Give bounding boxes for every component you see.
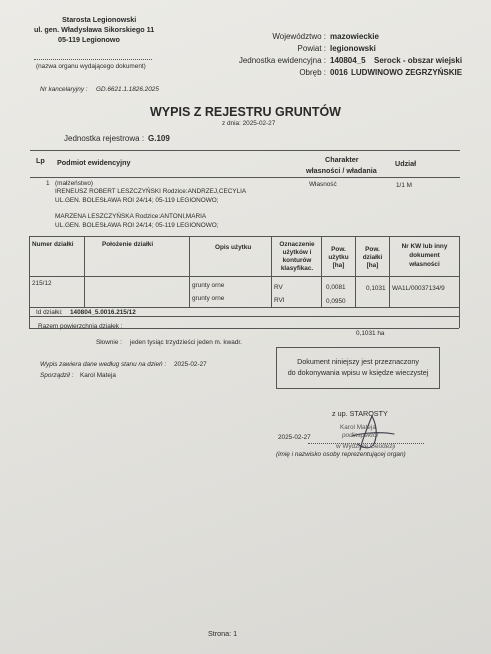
sporzadzil-label: Sporządził : — [40, 372, 74, 379]
col-rule-2 — [189, 236, 190, 307]
owner-note: (małżeństwo) — [55, 180, 93, 187]
parcel-header-pow-dzialki-3: [ha] — [366, 262, 379, 269]
jednostka-rejestrowa-label: Jednostka rejestrowa : — [64, 134, 145, 143]
kancelaryjny-label: Nr kancelaryjny : — [40, 86, 88, 93]
parcel-numer: 215/12 — [32, 280, 52, 287]
notice-box — [276, 347, 440, 389]
parcel-header-pow-dzialki-1: Pow. — [365, 246, 380, 253]
powiat-value: legionowski — [330, 44, 376, 53]
kancelaryjny-value: GD.6621.1.1826.2025 — [96, 86, 159, 93]
slownie-value: jeden tysiąc trzydzieści jeden m. kwadr. — [130, 339, 242, 346]
owner-udzial: 1/1 M — [396, 182, 412, 189]
owners-header-charakter-2: własności / władania — [306, 166, 377, 175]
page-number: Strona: 1 — [208, 629, 238, 638]
owners-header-rule — [30, 177, 460, 178]
issuer-line-1: Starosta Legionowski — [62, 15, 137, 24]
use-1-opis: grunty orne — [192, 282, 225, 289]
obreb-name: LUDWINOWO ZEGRZYŃSKIE — [351, 68, 463, 77]
issuer-line-3: 05-119 Legionowo — [58, 35, 120, 44]
parcel-header-opis: Opis użytku — [215, 244, 252, 251]
parcel-header-ozn-4: klasyfikac. — [280, 265, 314, 272]
parcel-pow-dzialki: 0,1031 — [366, 285, 386, 292]
signatory-title: podinspektor — [342, 432, 379, 439]
parcel-id-label: Id działki: — [36, 309, 63, 316]
parcel-header-pow-uzytku-2: użytku — [328, 254, 349, 261]
parcel-header-numer: Numer działki — [32, 241, 74, 248]
wojewodztwo-label: Województwo : — [272, 32, 326, 41]
owner-1-name: IRENEUSZ ROBERT LESZCZYŃSKI Rodzice:ANDRZEJ,CECYLIA — [55, 188, 247, 195]
owners-header-udzial: Udział — [395, 159, 417, 168]
parcel-header-ozn-3: konturów — [282, 257, 312, 264]
wojewodztwo-value: mazowieckie — [330, 32, 379, 41]
parcel-header-pow-uzytku-1: Pow. — [331, 246, 346, 253]
use-2-klasa: RVI — [274, 297, 285, 304]
signature-date: 2025-02-27 — [278, 434, 311, 441]
parcel-header-kw-3: własności — [409, 261, 440, 268]
jednostka-name: Serock - obszar wiejski — [374, 56, 463, 65]
parcel-header-pow-uzytku-3: [ha] — [332, 262, 345, 269]
signatory-department: w Wydziale Geodezji — [336, 443, 396, 450]
col-rule-0 — [29, 236, 30, 328]
stan-na-dzien-label: Wypis zawiera dane według stanu na dzień : — [40, 361, 167, 368]
jednostka-value: 140804_5 — [330, 56, 366, 65]
issuer-caption: (nazwa organu wydającego dokument) — [36, 63, 146, 70]
owners-header-lp: Lp — [36, 156, 45, 165]
issuer-underline — [34, 59, 152, 60]
parcel-kw: WA1L/00037134/9 — [392, 285, 445, 292]
parcel-header-pow-dzialki-2: działki — [362, 254, 383, 261]
owner-2-name: MARZENA LESZCZYŃSKA Rodzice:ANTONI,MARIA — [55, 213, 207, 220]
document-title: WYPIS Z REJESTRU GRUNTÓW — [150, 105, 341, 119]
stan-na-dzien-value: 2025-02-27 — [174, 361, 207, 368]
use-1-pow: 0,0081 — [326, 284, 346, 291]
parcel-header-kw-1: Nr KW lub inny — [401, 243, 448, 250]
owners-header-podmiot: Podmiot ewidencyjny — [57, 158, 131, 167]
owners-header-charakter-1: Charakter — [325, 155, 359, 164]
parcel-header-ozn-1: Oznaczenie — [279, 241, 315, 248]
issuer-line-2: ul. gen. Władysława Sikorskiego 11 — [34, 25, 155, 34]
signature-caption: (imię i nazwisko osoby reprezentującej organ) — [276, 451, 406, 458]
parcel-table-top — [29, 236, 459, 237]
notice-line-1: Dokument niniejszy jest przeznaczony — [297, 357, 419, 366]
owner-2-address: UL.GEN. BOLESŁAWA ROI 24/14; 05-119 LEGIONOWO; — [55, 222, 219, 229]
z-up-starosty: z up. STAROSTY — [332, 409, 388, 418]
document-date: z dnia: 2025-02-27 — [222, 120, 276, 127]
parcel-id-value: 140804_5.0016.215/12 — [70, 309, 136, 316]
jednostka-rejestrowa-value: G.109 — [148, 134, 170, 143]
col-rule-7 — [459, 236, 460, 328]
parcel-header-kw-2: dokument — [409, 252, 440, 259]
use-2-opis: grunty orne — [192, 295, 225, 302]
obreb-value: 0016 — [330, 68, 348, 77]
signatory-name: Karol Mateja — [340, 424, 376, 431]
razem-value: 0,1031 ha — [356, 330, 385, 337]
col-rule-1 — [84, 236, 85, 307]
col-rule-3 — [271, 236, 272, 307]
owners-top-rule — [30, 150, 460, 151]
sporzadzil-value: Karol Mateja — [80, 372, 116, 379]
owner-1-address: UL.GEN. BOLESŁAWA ROI 24/14; 05-119 LEGIONOWO; — [55, 197, 219, 204]
parcel-header-rule — [29, 276, 459, 277]
parcel-header-polozenie: Położenie działki — [102, 241, 154, 248]
owner-lp: 1 — [46, 180, 50, 187]
razem-label: Razem powierzchnia działek : — [38, 323, 123, 330]
jednostka-label: Jednostka ewidencyjna : — [238, 56, 326, 65]
owner-charakter: Własność — [309, 181, 337, 188]
notice-line-2: do dokonywania wpisu w księdze wieczystej — [287, 368, 429, 377]
obreb-label: Obręb : — [299, 68, 326, 77]
parcel-body-rule — [29, 307, 459, 308]
use-2-pow: 0,0950 — [326, 298, 346, 305]
parcel-header-ozn-2: użytków i — [282, 249, 312, 256]
use-1-klasa: RV — [274, 284, 283, 291]
slownie-label: Słownie : — [96, 339, 122, 346]
powiat-label: Powiat : — [297, 44, 326, 53]
